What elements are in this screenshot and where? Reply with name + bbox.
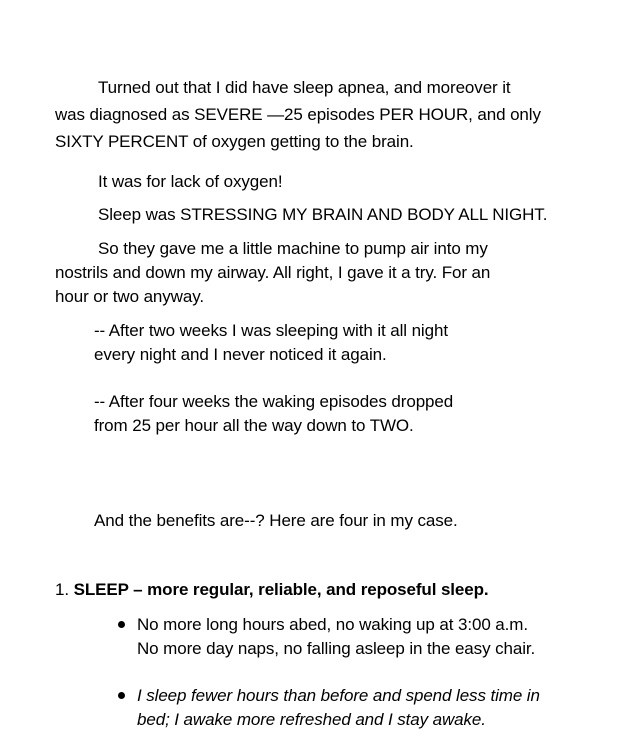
- section-1-heading: [55, 578, 489, 602]
- section-1-title: SLEEP – more regular, reliable, and reposeful sleep.: [73, 580, 489, 599]
- bullet-2-line-1: I sleep fewer hours than before and spend less time in: [137, 686, 540, 705]
- paragraph-1-line-1: Turned out that I did have sleep apnea, and moreover it: [98, 78, 511, 97]
- paragraph-1-line-2: was diagnosed as SEVERE —25 episodes PER HOUR, and only: [55, 105, 541, 124]
- bullet-1-line-2: No more day naps, no falling asleep in the easy chair.: [137, 639, 536, 658]
- paragraph-4-line-1: So they gave me a little machine to pump air into my: [98, 239, 488, 258]
- paragraph-6-line-1: -- After four weeks the waking episodes dropped: [94, 392, 454, 411]
- paragraph-5-line-1: -- After two weeks I was sleeping with it all night: [94, 321, 448, 340]
- paragraph-3: Sleep was STRESSING MY BRAIN AND BODY ALL NIGHT.: [98, 205, 548, 224]
- paragraph-1-line-3: SIXTY PERCENT of oxygen getting to the brain.: [55, 132, 414, 151]
- section-1-number: 1.: [55, 580, 74, 599]
- paragraph-6-line-2: from 25 per hour all the way down to TWO.: [94, 416, 414, 435]
- paragraph-7: And the benefits are--? Here are four in my case.: [94, 511, 458, 530]
- paragraph-2: It was for lack of oxygen!: [98, 172, 283, 191]
- paragraph-5-line-2: every night and I never noticed it again.: [94, 345, 387, 364]
- bullet-2-dot: [118, 692, 125, 699]
- bullet-2-line-2: bed; I awake more refreshed and I stay awake.: [137, 710, 486, 729]
- bullet-1-line-1: No more long hours abed, no waking up at 3:00 a.m.: [137, 615, 528, 634]
- paragraph-4-line-2: nostrils and down my airway. All right, I gave it a try. For an: [55, 263, 491, 282]
- paragraph-4-line-3: hour or two anyway.: [55, 287, 204, 306]
- bullet-1-dot: [118, 621, 125, 628]
